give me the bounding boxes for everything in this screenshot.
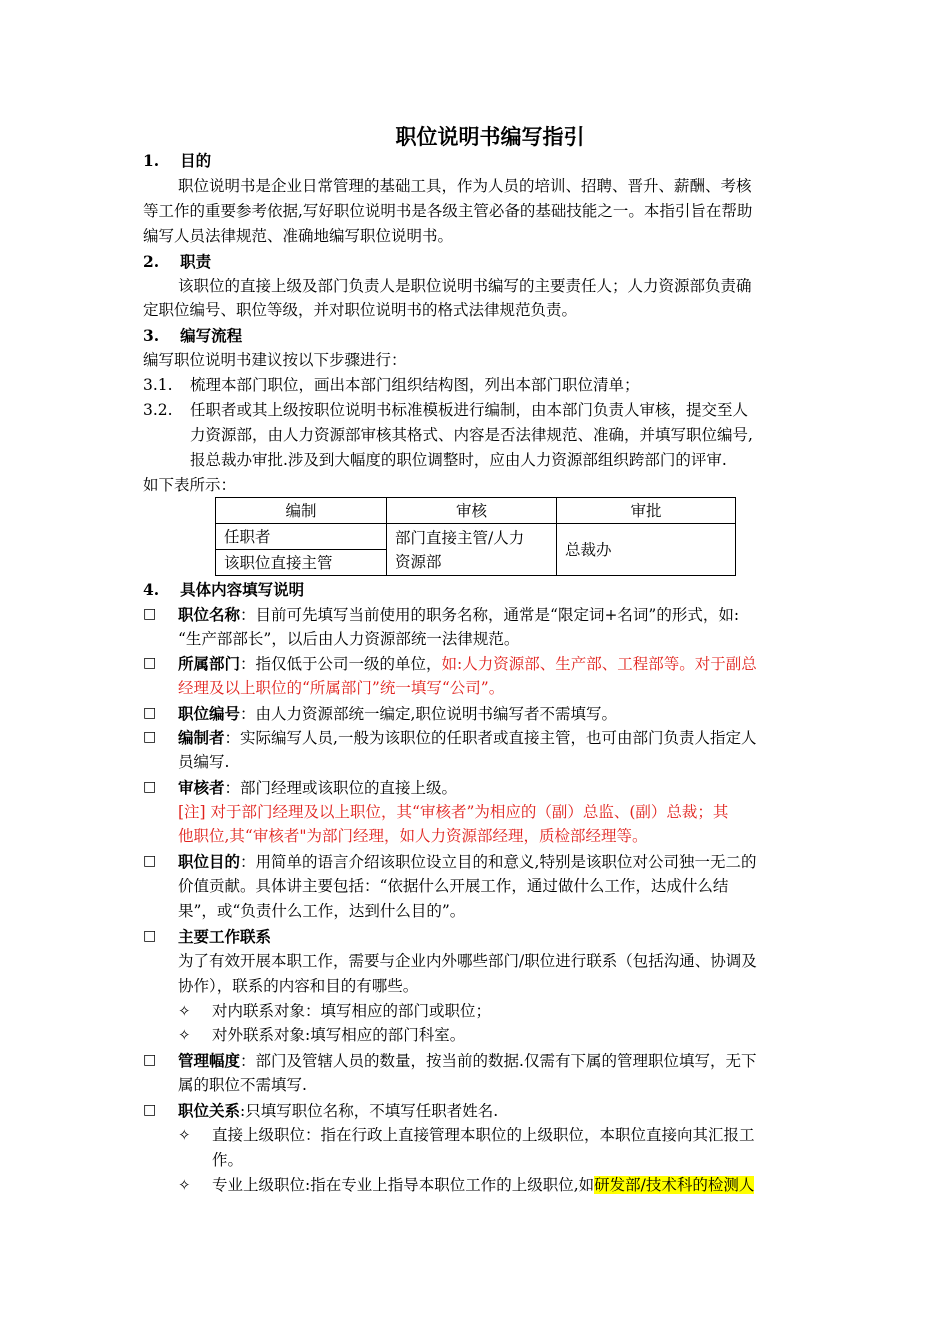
item-text: :只填写职位名称，不填写任职者姓名. [240, 1102, 499, 1120]
sub-item-text: 作。 [212, 1151, 244, 1169]
item-label: 职位名称 [178, 605, 241, 624]
section-2-heading: 2. 职责 [143, 252, 212, 271]
item-job-title [178, 602, 739, 628]
table-cell: 该职位直接主管 [216, 550, 387, 576]
diamond-bullet-icon: ✧ [178, 1176, 191, 1194]
item-label: 管理幅度 [178, 1051, 241, 1070]
item-label: 所属部门 [178, 654, 241, 673]
paragraph-line: 编写人员法律规范、准确地编写职位说明书。 [143, 227, 454, 245]
step-text: 梳理本部门职位，画出本部门组织结构图，列出本部门职位清单； [190, 376, 640, 394]
item-text: ：实际编写人员,一般为该职位的任职者或直接主管，也可由部门负责人指定人 [224, 729, 757, 747]
item-text: 果”，或“负责什么工作，达到什么目的”。 [178, 902, 466, 920]
item-text: 为了有效开展本职工作，需要与企业内外哪些部门/职位进行联系（包括沟通、协调及 [178, 952, 757, 970]
table-cell-review [387, 524, 557, 576]
paragraph-line: 该职位的直接上级及部门负责人是职位说明书编写的主要责任人；人力资源部负责确 [178, 277, 752, 295]
item-label: 审核者 [178, 778, 225, 797]
item-label: 编制者 [178, 728, 225, 747]
checkbox-bullet-icon: □ [143, 779, 157, 795]
paragraph-line: 职位说明书是企业日常管理的基础工具，作为人员的培训、招聘、晋升、薪酬、考核 [178, 177, 752, 195]
item-text: ：由人力资源部统一编定,职位说明书编写者不需填写。 [240, 705, 617, 723]
table-header-cell: 审核 [387, 498, 557, 524]
item-job-code [178, 701, 617, 727]
step-number: 3.1. [143, 376, 173, 394]
item-text: ：目前可先填写当前使用的职务名称，通常是“限定词+名词”的形式，如: [240, 606, 740, 624]
item-span [178, 1048, 756, 1074]
table-cell: 任职者 [216, 524, 387, 550]
table-cell: 总裁办 [557, 524, 736, 576]
table-cell-line: 部门直接主管/人力 [395, 528, 525, 547]
item-label: 职位目的 [178, 852, 241, 871]
section-4-heading: 4. 具体内容填写说明 [143, 580, 305, 599]
document-title: 职位说明书编写指引 [395, 124, 585, 149]
highlighted-text: 研发部/技术科的检测人 [594, 1176, 755, 1194]
item-reviewer [178, 775, 457, 801]
step-text: 任职者或其上级按职位说明书标准模板进行编制，由本部门负责人审核，提交至人 [190, 401, 749, 419]
sub-item-text: 对内联系对象：填写相应的部门或职位； [212, 1002, 492, 1020]
item-label: 主要工作联系 [178, 927, 272, 946]
item-department [178, 651, 757, 677]
sub-item-text [212, 1173, 754, 1198]
item-text-red: 如:人力资源部、生产部、工程部等。对于副总 [441, 655, 757, 673]
item-text: ：用简单的语言介绍该职位设立目的和意义,特别是该职位对公司独一无二的 [240, 853, 757, 871]
diamond-bullet-icon: ✧ [178, 1026, 191, 1044]
item-text: 价值贡献。具体讲主要包括：“依据什么开展工作，通过做什么工作，达成什么结 [178, 877, 729, 895]
sub-item-text-plain: 专业上级职位:指在专业上指导本职位工作的上级职位,如 [212, 1176, 595, 1194]
sub-item-text: 对外联系对象:填写相应的部门科室。 [212, 1026, 466, 1044]
diamond-bullet-icon: ✧ [178, 1126, 191, 1144]
checkbox-bullet-icon: □ [143, 1052, 157, 1068]
item-text: ：指仅低于公司一级的单位， [240, 655, 442, 673]
table-header-cell: 审批 [557, 498, 736, 524]
item-text-red: 经理及以上职位的“所属部门”统一填写“公司”。 [178, 679, 505, 697]
checkbox-bullet-icon: □ [143, 853, 157, 869]
table-cell-line: 资源部 [395, 552, 442, 571]
checkbox-bullet-icon: □ [143, 729, 157, 745]
item-text: 属的职位不需填写. [178, 1076, 307, 1094]
checkbox-bullet-icon: □ [143, 1102, 157, 1118]
paragraph-line: 定职位编号、职位等级，并对职位说明书的格式法律规范负责。 [143, 301, 578, 319]
note-text-red: [注] 对于部门经理及以上职位，其“审核者”为相应的（副）总监、(副）总裁；其 [178, 803, 729, 821]
step-text: 报总裁办审批.涉及到大幅度的职位调整时，应由人力资源部组织跨部门的评审. [190, 451, 727, 469]
item-text: 员编写. [178, 753, 230, 771]
item-label: 职位编号 [178, 704, 241, 723]
item-author [178, 725, 756, 751]
item-text: 协作），联系的内容和目的有哪些。 [178, 977, 419, 995]
item-text: ：部门经理或该职位的直接上级。 [224, 779, 458, 797]
paragraph-line: 等工作的重要参考依据,写好职位说明书是各级主管必备的基础技能之一。本指引旨在帮助 [143, 202, 753, 220]
item-text: ：部门及管辖人员的数量，按当前的数据.仅需有下属的管理职位填写，无下 [240, 1052, 757, 1070]
item-text: “生产部部长”，以后由人力资源部统一法律规范。 [178, 630, 520, 648]
table-header-row [216, 498, 736, 524]
table-header-cell: 编制 [216, 498, 387, 524]
step-number: 3.2. [143, 401, 173, 419]
item-relations [178, 1098, 498, 1124]
approval-table [215, 497, 736, 576]
item-label: 职位关系 [178, 1101, 241, 1120]
note-text-red: 他职位,其“审核者"为部门经理，如人力资源部经理，质检部经理等。 [178, 827, 648, 845]
section-3-heading: 3. 编写流程 [143, 326, 243, 345]
diamond-bullet-icon: ✧ [178, 1002, 191, 1020]
paragraph-line: 如下表所示： [143, 476, 237, 494]
table-row [216, 524, 736, 550]
item-purpose [178, 849, 756, 875]
checkbox-bullet-icon: □ [143, 606, 157, 622]
step-text: 力资源部，由人力资源部审核其格式、内容是否法律规范、准确，并填写职位编号, [190, 426, 753, 444]
section-1-heading: 1. 目的 [143, 151, 212, 170]
paragraph-line: 编写职位说明书建议按以下步骤进行： [143, 351, 407, 369]
checkbox-bullet-icon: □ [143, 928, 157, 944]
sub-item-text: 直接上级职位：指在行政上直接管理本职位的上级职位，本职位直接向其汇报工 [212, 1126, 755, 1144]
checkbox-bullet-icon: □ [143, 705, 157, 721]
checkbox-bullet-icon: □ [143, 655, 157, 671]
